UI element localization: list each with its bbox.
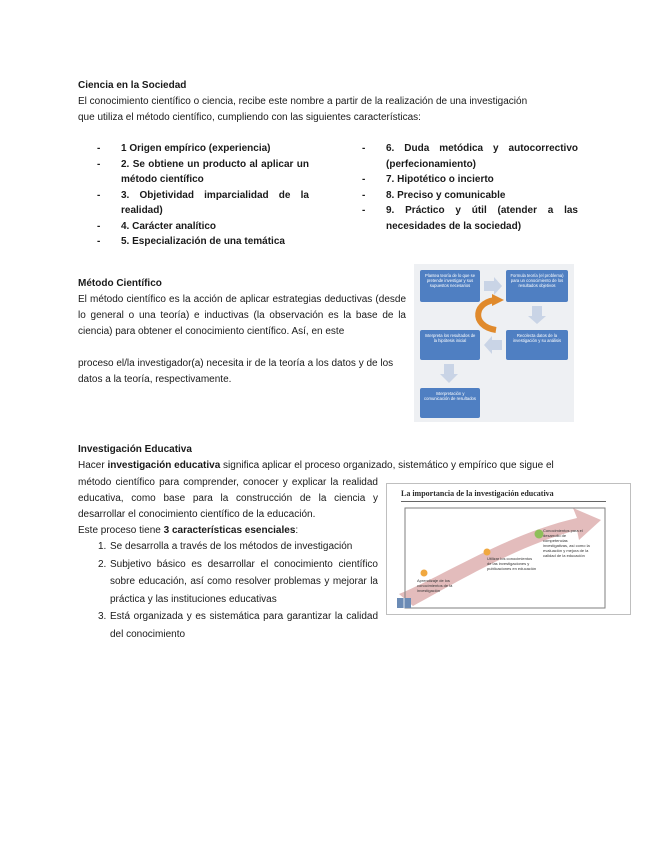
section-title-ciencia: Ciencia en la Sociedad [78,80,187,91]
diagram-step-2: Formula teoría (el problema) para un conocimiento de los resultados objetivos [506,270,568,302]
list-item: - 2. Se obtiene un producto al aplicar un método científico [97,158,309,185]
characteristics-list-right [362,141,578,234]
figure-title: La importancia de la investigación educativa [401,489,554,498]
figure-note-1: Aprendizaje de los conocimientos de la investigación [417,578,453,593]
arrow-down-icon [440,364,458,383]
educational-research-figure [386,483,631,615]
diagram-step-3: Recolecta datos de la investigación y su análisis [506,330,568,360]
figure-graphic [387,484,630,614]
diagram-arrows [414,264,574,422]
paragraph-investigacion: método científico para comprender, conocer y explicar la realidad educativa, como base para la construcción de la ciencia y desarrollar el conocimiento científico de la educación. [78,477,378,520]
list-item: 3. Está organizada y es sistemática para garantizar la calidad del conocimiento [98,611,378,640]
section-title-metodo: Método Científico [78,278,162,289]
list-item: - 9. Práctico y útil (atender a las necesidades de la sociedad) [362,205,578,232]
paragraph-metodo-1: El método científico es la acción de aplicar estrategias deductivas (desde lo general o una teoría) e inductivas (la observación es la base de la ciencia) para obtener el conocimiento científico. Así, en este [78,294,406,337]
bold-term: investigación educativa [107,460,221,471]
list-item: 1. Se desarrolla a través de los métodos de investigación [98,541,353,552]
paragraph-ciencia [78,94,598,126]
diagram-step-4: Interpreta los resultados de la hipótesis inicial [420,330,480,360]
paragraph-line: que utiliza el método científico, cumpliendo con las siguientes características: [78,112,421,123]
list-item: - 3. Objetividad imparcialidad de la realidad) [97,189,309,216]
list-item: - 7. Hipotético o incierto [362,174,494,185]
diagram-step-1: Plantea teoría de lo que se pretende investigar y sus supuestos necesarios [420,270,480,302]
figure-note-2: Utilizar los conocimientos de las investigaciones y publicaciones en educación [487,556,537,571]
paragraph-metodo-2: proceso el/la investigador(a) necesita ir de la teoría a los datos y de los datos a la teoría, respectivamente. [78,358,394,385]
paragraph-line: El conocimiento científico o ciencia, recibe este nombre a partir de la realización de una investigación [78,96,528,107]
list-item: - 5. Especialización de una temática [97,236,285,247]
paragraph-investigacion-line1: Hacer investigación educativa significa aplicar el proceso organizado, sistemático y empírico que sigue el [78,460,554,471]
section-title-investigacion: Investigación Educativa [78,444,192,455]
cycle-arrow-icon [478,300,498,330]
arrow-down-icon [528,306,546,324]
diagram-step-5: Interpretación y comunicación de resultados [420,388,480,418]
list-item: - 8. Preciso y comunicable [362,189,506,201]
list-item: - 1 Origen empírico (experiencia) [97,143,271,154]
arrow-right-icon [484,277,502,295]
bullet-icon [421,570,428,577]
list-item: - 4. Carácter analítico [97,220,217,232]
arrow-left-icon [484,336,502,354]
scientific-method-diagram [414,264,574,422]
list-item: - 6. Duda metódica y autocorrectivo (perfecionamiento) [362,143,578,170]
cycle-arrow-head-icon [492,294,504,306]
essential-characteristics-list [78,538,378,643]
bullet-icon [484,549,491,556]
list-item: 2. Subjetivo básico es desarrollar el conocimiento científico sobre educación, así como resolver problemas y mejorar la práctica y las instituciones educativas [98,558,378,605]
characteristics-list-left [97,141,309,250]
figure-note-3: Conocimientos para el desarrollo de competencias investigativas, así como la evaluación y mejora de la calidad de la educación [543,528,590,558]
characteristics-sentence: Este proceso tiene 3 características esenciales: [78,525,299,536]
